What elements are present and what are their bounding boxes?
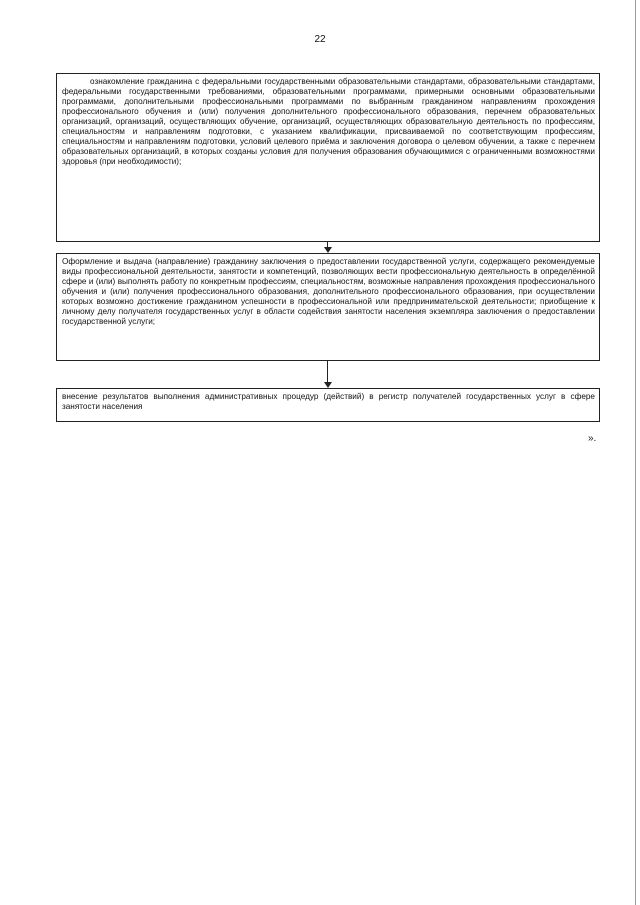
arrow-down-icon — [323, 361, 333, 388]
flow-step-1-text: ознакомление гражданина с федеральными государственными образовательными стандартами, образовательными стандартами, федеральными государственными требованиями, образовательными программами, примерными основными образовательными программами, дополнительными профессиональными программами по выбранным гражданином направлениям прохождения профессионального обучения и (или) получения дополнительного профессионального образования, перечнем образовательных организаций, организаций, осуществляющих обучение, организаций, осуществляющих образовательную деятельность по профессиям, специальностям и направлениям подготовки, с указанием квалификации, присваиваемой по соответствующим профессиям, специальностям и направлениям подготовки, условий целевого приёма и заключения договора о целевом обучении, а также с перечнем образовательных организаций, в которых созданы условия для получения образования обучающимися с ограниченными возможностями здоровья (при необходимости); — [62, 77, 595, 166]
page-number: 22 — [314, 34, 326, 45]
flow-step-1 — [56, 73, 600, 242]
flow-step-3-text: внесение результатов выполнения административных процедур (действий) в регистр получателей государственных услуг в сфере занятости населения — [62, 392, 595, 411]
flow-step-2 — [56, 253, 600, 361]
closing-quote: ». — [588, 433, 597, 444]
page-edge — [635, 0, 636, 905]
arrow-down-icon — [323, 242, 333, 253]
flow-step-2-text: Оформление и выдача (направление) гражданину заключения о предоставлении государственной услуги, содержащего рекомендуемые виды профессиональной деятельности, занятости и компетенций, позволяющих вести профессиональную деятельность в определённой сфере и (или) выполнять работу по конкретным профессиям, специальностям, возможные направления прохождения профессионального обучения и (или) получения профессионального образования, дополнительного профессионального образования, при осуществлении которых возможно достижение гражданином успешности в профессиональной или предпринимательской деятельности; приобщение к личному делу получателя государственных услуг в области содействия занятости населения экземпляра заключения о предоставлении государственной услуги; — [62, 257, 595, 326]
flow-step-3 — [56, 388, 600, 422]
